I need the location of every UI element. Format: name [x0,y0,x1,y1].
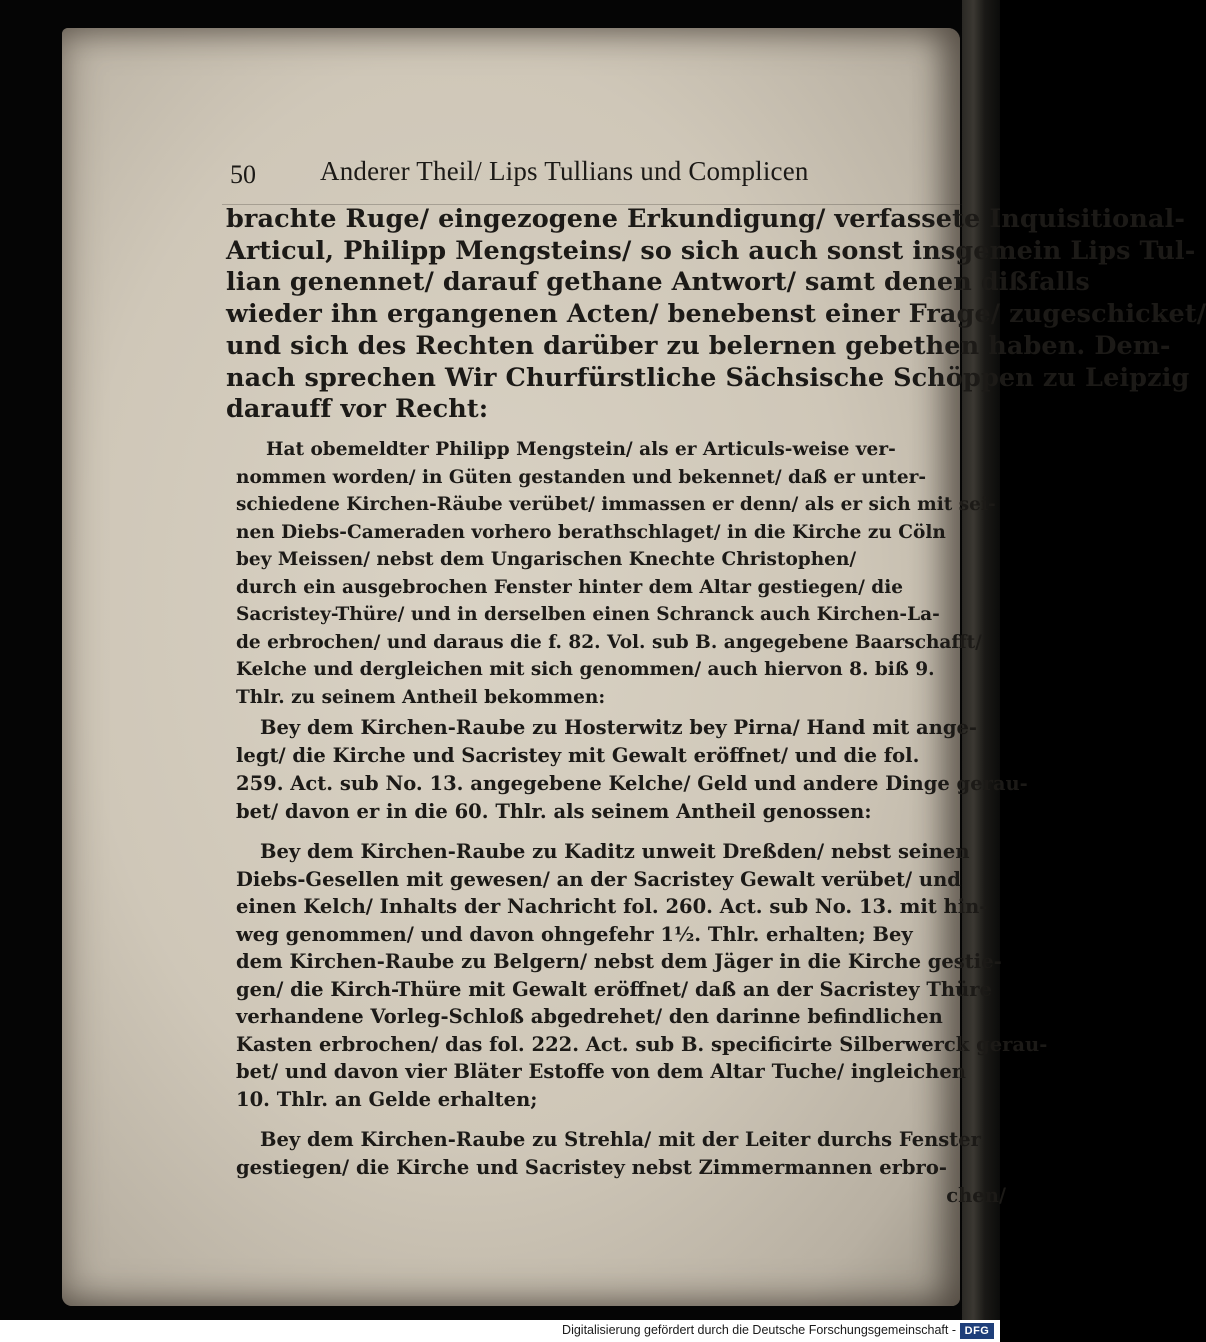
text-line: Kasten erbrochen/ das fol. 222. Act. sub B. specificirte Silberwerck gerau- [236,1032,1048,1056]
catchword: chen/ [946,1184,1006,1207]
text-line: legt/ die Kirche und Sacristey mit Gewalt eröffnet/ und die fol. [236,744,920,767]
text-line: brachte Ruge/ eingezogene Erkundigung/ verfassete Inquisitional- [226,204,1186,234]
text-line: durch ein ausgebrochen Fenster hinter dem Altar gestiegen/ die [236,576,904,598]
paragraph-hosterwitz [236,714,1028,826]
text-line: Articul, Philipp Mengsteins/ so sich auch sonst insgemein Lips Tul- [226,235,1196,266]
running-head [170,154,1000,194]
text-line: 10. Thlr. an Gelde erhalten; [236,1087,538,1111]
text-line: Bey dem Kirchen-Raube zu Strehla/ mit der Leiter durchs Fenster [260,1128,981,1151]
text-line: de erbrochen/ und daraus die f. 82. Vol. sub B. angegebene Baarschafft/ [236,631,982,653]
text-line: Diebs-Gesellen mit gewesen/ an der Sacristey Gewalt verübet/ und [236,867,961,891]
text-line: nen Diebs-Cameraden vorhero berathschlaget/ in die Kirche zu Cöln [236,521,946,543]
text-line: 259. Act. sub No. 13. angegebene Kelche/ Geld und andere Dinge gerau- [236,772,1028,795]
text-line: gestiegen/ die Kirche und Sacristey nebst Zimmermannen erbro- [236,1156,947,1179]
text-line: Hat obemeldter Philipp Mengstein/ als er Articuls-weise ver- [266,439,896,460]
paragraph-kaditz [236,838,1047,1113]
text-line: bet/ und davon vier Bläter Estoffe von dem Altar Tuche/ ingleichen [236,1060,966,1083]
text-line: Kelche und dergleichen mit sich genommen/ auch hiervon 8. biß 9. [236,659,935,680]
text-line: lian genennet/ darauf gethane Antwort/ samt denen dißfalls [226,267,1090,298]
text-line: Bey dem Kirchen-Raube zu Kaditz unweit Dreßden/ nebst seinen [260,840,970,863]
dfg-logo-icon: DFG [960,1323,994,1339]
text-line: nach sprechen Wir Churfürstliche Sächsische Schöppen zu Leipzig [226,362,1190,393]
text-line: darauff vor Recht: [226,394,489,425]
text-line: gen/ die Kirch-Thüre mit Gewalt eröffnet/ daß an der Sacristey Thüre [236,977,992,1001]
text-line: nommen worden/ in Güten gestanden und bekennet/ daß er unter- [236,466,927,488]
running-title: Anderer Theil/ Lips Tullians und Complicen [320,156,809,186]
page-number: 50 [230,160,256,189]
text-line: einen Kelch/ Inhalts der Nachricht fol. 260. Act. sub No. 13. mit hin- [236,895,988,918]
funding-credit: Digitalisierung gefördert durch die Deutsche Forschungsgemeinschaft - [562,1323,956,1337]
footer-bar [0,1320,1000,1342]
paragraph-intro [226,204,1206,426]
text-line: Sacristey-Thüre/ und in derselben einen Schranck auch Kirchen-La- [236,604,940,625]
text-line: Bey dem Kirchen-Raube zu Hosterwitz bey Pirna/ Hand mit ange- [260,716,977,739]
text-line: Thlr. zu seinem Antheil bekommen: [236,686,606,708]
paragraph-verdict [236,436,996,711]
text-line: und sich des Rechten darüber zu belernen gebethen haben. Dem- [226,330,1171,361]
paragraph-strehla [236,1126,1006,1210]
text-line: bey Meissen/ nebst dem Ungarischen Knechte Christophen/ [236,549,857,570]
text-line: weg genommen/ und davon ohngefehr 1½. Thlr. erhalten; Bey [236,922,913,946]
text-line: wieder ihn ergangenen Acten/ benebenst einer Frage/ zugeschicket/ [226,299,1206,330]
text-line: bet/ davon er in die 60. Thlr. als seinem Antheil genossen: [236,800,872,823]
text-line: schiedene Kirchen-Räube verübet/ immassen er denn/ als er sich mit sei- [236,494,996,515]
text-line: verhandene Vorleg-Schloß abgedrehet/ den darinne befindlichen [236,1005,943,1028]
book-page [62,28,1206,1306]
text-line: dem Kirchen-Raube zu Belgern/ nebst dem Jäger in die Kirche gestie- [236,950,1002,973]
